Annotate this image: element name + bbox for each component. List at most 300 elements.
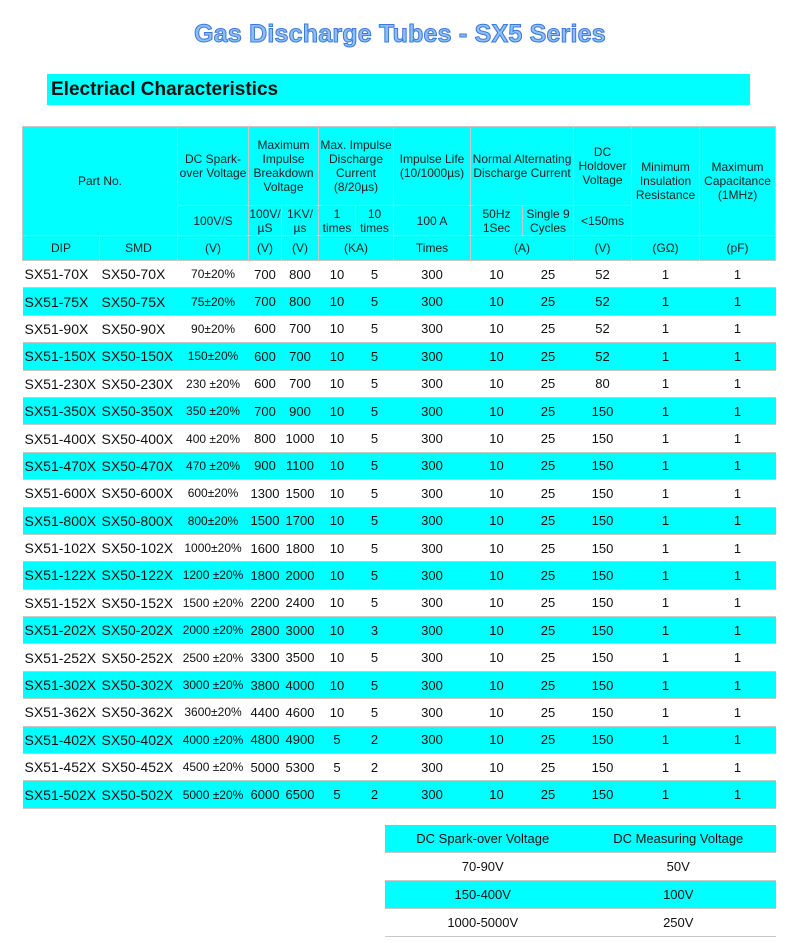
subheader-dc-10: 10 times: [356, 206, 394, 236]
cell-insulation: 1: [632, 480, 700, 507]
cell-dc-1: 10: [319, 617, 356, 644]
cell-dc-1: 10: [319, 480, 356, 507]
cell-ac-50hz: 10: [471, 726, 523, 753]
header-dc-measuring-voltage: DC Measuring Voltage: [581, 825, 777, 853]
cell-holdover: 150: [574, 671, 632, 698]
cell-ac-50hz: 10: [471, 370, 523, 397]
cell-dc-1: 10: [319, 343, 356, 370]
section-title: Electriacl Characteristics: [51, 79, 279, 100]
cell-bd-100: 1800: [249, 562, 282, 589]
cell-insulation: 1: [632, 726, 700, 753]
table-row: [23, 397, 776, 424]
cell-dip: SX51-252X: [23, 644, 100, 671]
table-row: [23, 699, 776, 726]
cell-ac-single: 25: [523, 726, 574, 753]
cell-dc-10: 5: [356, 699, 394, 726]
cell-bd-1k: 700: [282, 370, 319, 397]
cell-capacitance: 1: [700, 425, 776, 452]
cell-holdover: 150: [574, 507, 632, 534]
cell-measuring-voltage: 100V: [581, 881, 777, 909]
table-row: [23, 617, 776, 644]
table-row: [23, 261, 776, 288]
cell-insulation: 1: [632, 288, 700, 315]
cell-smd: SX50-230X: [100, 370, 178, 397]
table-row: [23, 644, 776, 671]
cell-capacitance: 1: [700, 370, 776, 397]
header-impulse-discharge: Max. Impulse Discharge Current (8/20µs): [319, 127, 394, 206]
cell-life: 300: [394, 726, 471, 753]
cell-ac-50hz: 10: [471, 644, 523, 671]
cell-bd-1k: 1800: [282, 534, 319, 561]
cell-ac-single: 25: [523, 343, 574, 370]
unit-holdover: (V): [574, 236, 632, 261]
cell-insulation: 1: [632, 617, 700, 644]
cell-ac-50hz: 10: [471, 288, 523, 315]
cell-ac-single: 25: [523, 699, 574, 726]
cell-dc-10: 5: [356, 315, 394, 342]
cell-life: 300: [394, 288, 471, 315]
cell-ac-single: 25: [523, 781, 574, 808]
cell-capacitance: 1: [700, 754, 776, 781]
cell-smd: SX50-122X: [100, 562, 178, 589]
header-dc-spark-over: DC Spark-over Voltage: [178, 127, 249, 206]
cell-life: 300: [394, 644, 471, 671]
cell-smd: SX50-202X: [100, 617, 178, 644]
cell-insulation: 1: [632, 589, 700, 616]
unit-life: Times: [394, 236, 471, 261]
table-row: [23, 370, 776, 397]
unit-capacitance: (pF): [700, 236, 776, 261]
cell-bd-100: 1600: [249, 534, 282, 561]
cell-dc-10: 5: [356, 288, 394, 315]
cell-dc-spark: 600±20%: [178, 480, 249, 507]
cell-smd: SX50-362X: [100, 699, 178, 726]
cell-dc-spark: 150±20%: [178, 343, 249, 370]
cell-ac-50hz: 10: [471, 480, 523, 507]
header-max-capacitance: Maximum Capacitance (1MHz): [700, 127, 776, 236]
cell-life: 300: [394, 699, 471, 726]
cell-dc-10: 5: [356, 644, 394, 671]
table-row: [23, 726, 776, 753]
cell-life: 300: [394, 781, 471, 808]
cell-bd-1k: 2400: [282, 589, 319, 616]
cell-dc-1: 10: [319, 370, 356, 397]
cell-holdover: 150: [574, 452, 632, 479]
cell-dc-1: 10: [319, 589, 356, 616]
cell-dc-spark: 800±20%: [178, 507, 249, 534]
cell-dip: SX51-75X: [23, 288, 100, 315]
cell-dip: SX51-502X: [23, 781, 100, 808]
table-row: [385, 853, 776, 881]
table-row: [23, 781, 776, 808]
cell-life: 300: [394, 754, 471, 781]
cell-dc-10: 5: [356, 261, 394, 288]
cell-bd-1k: 1700: [282, 507, 319, 534]
cell-ac-single: 25: [523, 452, 574, 479]
cell-dip: SX51-202X: [23, 617, 100, 644]
cell-ac-single: 25: [523, 671, 574, 698]
cell-ac-single: 25: [523, 589, 574, 616]
table-row: [23, 671, 776, 698]
cell-bd-1k: 6500: [282, 781, 319, 808]
cell-dip: SX51-600X: [23, 480, 100, 507]
cell-smd: SX50-302X: [100, 671, 178, 698]
cell-dc-1: 5: [319, 754, 356, 781]
cell-capacitance: 1: [700, 671, 776, 698]
cell-ac-single: 25: [523, 754, 574, 781]
cell-dc-10: 5: [356, 589, 394, 616]
cell-life: 300: [394, 589, 471, 616]
table-row: [23, 480, 776, 507]
cell-bd-100: 4800: [249, 726, 282, 753]
cell-ac-single: 25: [523, 370, 574, 397]
cell-dc-10: 3: [356, 617, 394, 644]
cell-dc-10: 5: [356, 562, 394, 589]
cell-bd-100: 600: [249, 315, 282, 342]
cell-holdover: 52: [574, 261, 632, 288]
table-row: [23, 315, 776, 342]
cell-bd-1k: 1500: [282, 480, 319, 507]
cell-dip: SX51-452X: [23, 754, 100, 781]
cell-smd: SX50-402X: [100, 726, 178, 753]
cell-capacitance: 1: [700, 507, 776, 534]
cell-ac-50hz: 10: [471, 562, 523, 589]
cell-capacitance: 1: [700, 781, 776, 808]
electrical-characteristics-table: [22, 126, 776, 809]
cell-bd-100: 800: [249, 425, 282, 452]
cell-holdover: 150: [574, 480, 632, 507]
cell-bd-1k: 3500: [282, 644, 319, 671]
cell-dc-10: 5: [356, 534, 394, 561]
unit-bd-1k: (V): [282, 236, 319, 261]
cell-ac-50hz: 10: [471, 507, 523, 534]
cell-life: 300: [394, 617, 471, 644]
cell-holdover: 52: [574, 288, 632, 315]
header-part-no: Part No.: [23, 127, 178, 236]
cell-insulation: 1: [632, 671, 700, 698]
cell-dc-10: 5: [356, 671, 394, 698]
cell-dc-10: 5: [356, 370, 394, 397]
page-title: Gas Discharge Tubes - SX5 Series: [194, 20, 606, 48]
cell-bd-100: 600: [249, 370, 282, 397]
unit-smd: SMD: [100, 236, 178, 261]
cell-ac-single: 25: [523, 480, 574, 507]
cell-holdover: 150: [574, 699, 632, 726]
cell-ac-single: 25: [523, 261, 574, 288]
cell-dc-1: 10: [319, 671, 356, 698]
cell-holdover: 150: [574, 781, 632, 808]
cell-insulation: 1: [632, 754, 700, 781]
cell-dc-10: 5: [356, 397, 394, 424]
cell-life: 300: [394, 534, 471, 561]
cell-insulation: 1: [632, 781, 700, 808]
cell-dc-1: 10: [319, 452, 356, 479]
cell-smd: SX50-252X: [100, 644, 178, 671]
cell-dc-spark: 1200 ±20%: [178, 562, 249, 589]
header-dc-holdover: DC Holdover Voltage: [574, 127, 632, 206]
cell-capacitance: 1: [700, 617, 776, 644]
cell-dc-10: 2: [356, 754, 394, 781]
cell-dip: SX51-800X: [23, 507, 100, 534]
unit-ac: (A): [471, 236, 574, 261]
cell-measuring-voltage: 50V: [581, 853, 777, 881]
cell-insulation: 1: [632, 534, 700, 561]
cell-dc-spark: 4000 ±20%: [178, 726, 249, 753]
cell-dc-spark: 75±20%: [178, 288, 249, 315]
cell-spark-over-range: 150-400V: [385, 881, 581, 909]
cell-bd-100: 6000: [249, 781, 282, 808]
cell-bd-100: 4400: [249, 699, 282, 726]
cell-capacitance: 1: [700, 288, 776, 315]
header-dc-spark-over-voltage: DC Spark-over Voltage: [385, 825, 581, 853]
subheader-dc-spark: 100V/S: [178, 206, 249, 236]
cell-bd-100: 700: [249, 288, 282, 315]
cell-ac-single: 25: [523, 315, 574, 342]
cell-bd-100: 2200: [249, 589, 282, 616]
cell-capacitance: 1: [700, 589, 776, 616]
cell-dip: SX51-470X: [23, 452, 100, 479]
cell-dc-10: 5: [356, 452, 394, 479]
cell-holdover: 80: [574, 370, 632, 397]
cell-bd-100: 1300: [249, 480, 282, 507]
cell-capacitance: 1: [700, 562, 776, 589]
table-row: [23, 425, 776, 452]
cell-bd-1k: 1000: [282, 425, 319, 452]
cell-bd-1k: 4900: [282, 726, 319, 753]
cell-holdover: 150: [574, 754, 632, 781]
cell-bd-1k: 4000: [282, 671, 319, 698]
cell-bd-100: 900: [249, 452, 282, 479]
cell-ac-single: 25: [523, 288, 574, 315]
cell-life: 300: [394, 507, 471, 534]
cell-dc-spark: 70±20%: [178, 261, 249, 288]
cell-holdover: 150: [574, 589, 632, 616]
cell-dip: SX51-230X: [23, 370, 100, 397]
cell-ac-50hz: 10: [471, 781, 523, 808]
cell-dc-10: 5: [356, 507, 394, 534]
cell-life: 300: [394, 397, 471, 424]
cell-holdover: 150: [574, 562, 632, 589]
cell-capacitance: 1: [700, 315, 776, 342]
cell-ac-50hz: 10: [471, 671, 523, 698]
cell-capacitance: 1: [700, 534, 776, 561]
cell-capacitance: 1: [700, 452, 776, 479]
cell-insulation: 1: [632, 343, 700, 370]
cell-ac-single: 25: [523, 562, 574, 589]
cell-dc-1: 5: [319, 726, 356, 753]
cell-dc-spark: 230 ±20%: [178, 370, 249, 397]
cell-bd-1k: 800: [282, 261, 319, 288]
subheader-ac-50hz: 50Hz 1Sec: [471, 206, 523, 236]
cell-ac-50hz: 10: [471, 261, 523, 288]
cell-capacitance: 1: [700, 261, 776, 288]
cell-holdover: 52: [574, 343, 632, 370]
cell-ac-single: 25: [523, 425, 574, 452]
cell-ac-single: 25: [523, 644, 574, 671]
cell-bd-1k: 700: [282, 315, 319, 342]
table-row: [23, 534, 776, 561]
cell-dc-spark: 3000 ±20%: [178, 671, 249, 698]
cell-bd-100: 700: [249, 261, 282, 288]
cell-smd: SX50-452X: [100, 754, 178, 781]
cell-dc-10: 2: [356, 781, 394, 808]
cell-smd: SX50-75X: [100, 288, 178, 315]
cell-bd-1k: 900: [282, 397, 319, 424]
cell-dc-spark: 5000 ±20%: [178, 781, 249, 808]
cell-bd-1k: 1100: [282, 452, 319, 479]
cell-bd-100: 3800: [249, 671, 282, 698]
table-row: [23, 507, 776, 534]
cell-holdover: 52: [574, 315, 632, 342]
cell-smd: SX50-70X: [100, 261, 178, 288]
cell-bd-100: 1500: [249, 507, 282, 534]
cell-ac-50hz: 10: [471, 315, 523, 342]
cell-life: 300: [394, 671, 471, 698]
cell-dip: SX51-400X: [23, 425, 100, 452]
cell-dc-1: 10: [319, 507, 356, 534]
cell-dc-spark: 4500 ±20%: [178, 754, 249, 781]
cell-smd: SX50-152X: [100, 589, 178, 616]
cell-dc-1: 10: [319, 699, 356, 726]
cell-ac-50hz: 10: [471, 397, 523, 424]
cell-insulation: 1: [632, 452, 700, 479]
cell-dc-10: 5: [356, 425, 394, 452]
cell-ac-50hz: 10: [471, 699, 523, 726]
cell-smd: SX50-470X: [100, 452, 178, 479]
cell-insulation: 1: [632, 315, 700, 342]
cell-ac-50hz: 10: [471, 452, 523, 479]
cell-measuring-voltage: 250V: [581, 909, 777, 937]
cell-ac-50hz: 10: [471, 534, 523, 561]
cell-insulation: 1: [632, 699, 700, 726]
cell-bd-100: 5000: [249, 754, 282, 781]
cell-ac-single: 25: [523, 534, 574, 561]
cell-capacitance: 1: [700, 726, 776, 753]
cell-dip: SX51-302X: [23, 671, 100, 698]
subheader-bd-100: 100V/ µS: [249, 206, 281, 235]
cell-smd: SX50-400X: [100, 425, 178, 452]
table-row: [385, 881, 776, 909]
cell-bd-100: 700: [249, 397, 282, 424]
cell-dc-1: 10: [319, 397, 356, 424]
cell-life: 300: [394, 425, 471, 452]
cell-dc-1: 10: [319, 288, 356, 315]
cell-smd: SX50-102X: [100, 534, 178, 561]
cell-smd: SX50-502X: [100, 781, 178, 808]
table-row: [23, 343, 776, 370]
cell-spark-over-range: 70-90V: [385, 853, 581, 881]
cell-dc-1: 10: [319, 644, 356, 671]
cell-dc-spark: 1000±20%: [178, 534, 249, 561]
cell-life: 300: [394, 562, 471, 589]
cell-insulation: 1: [632, 397, 700, 424]
cell-insulation: 1: [632, 370, 700, 397]
cell-dip: SX51-70X: [23, 261, 100, 288]
cell-smd: SX50-350X: [100, 397, 178, 424]
header-min-insulation: Minimum Insulation Resistance: [632, 127, 700, 236]
cell-holdover: 150: [574, 425, 632, 452]
cell-ac-single: 25: [523, 397, 574, 424]
cell-bd-100: 3300: [249, 644, 282, 671]
cell-dc-1: 10: [319, 315, 356, 342]
cell-life: 300: [394, 261, 471, 288]
table-row: [23, 452, 776, 479]
subheader-dc-1: 1 times: [319, 206, 356, 236]
cell-dc-1: 10: [319, 425, 356, 452]
subheader-holdover: <150ms: [574, 206, 632, 236]
cell-holdover: 150: [574, 726, 632, 753]
cell-ac-50hz: 10: [471, 589, 523, 616]
cell-bd-100: 2800: [249, 617, 282, 644]
cell-smd: SX50-90X: [100, 315, 178, 342]
cell-bd-1k: 3000: [282, 617, 319, 644]
table-row: [23, 754, 776, 781]
cell-dc-10: 5: [356, 343, 394, 370]
subheader-bd-1k: 1KV/ µs: [282, 206, 319, 236]
unit-insulation: (GΩ): [632, 236, 700, 261]
cell-dip: SX51-362X: [23, 699, 100, 726]
cell-spark-over-range: 1000-5000V: [385, 909, 581, 937]
cell-dip: SX51-402X: [23, 726, 100, 753]
cell-life: 300: [394, 452, 471, 479]
cell-smd: SX50-800X: [100, 507, 178, 534]
header-impulse-life: Impulse Life (10/1000µs): [394, 127, 471, 206]
table-row: [23, 288, 776, 315]
cell-capacitance: 1: [700, 699, 776, 726]
subheader-ac-single: Single 9 Cycles: [523, 206, 574, 236]
cell-capacitance: 1: [700, 343, 776, 370]
cell-dc-spark: 2500 ±20%: [178, 644, 249, 671]
cell-dc-spark: 3600±20%: [178, 699, 249, 726]
cell-dc-spark: 400 ±20%: [178, 425, 249, 452]
section-header: [47, 74, 750, 105]
subheader-life: 100 A: [394, 206, 471, 236]
cell-holdover: 150: [574, 397, 632, 424]
cell-bd-100: 600: [249, 343, 282, 370]
cell-dc-1: 10: [319, 562, 356, 589]
cell-dip: SX51-150X: [23, 343, 100, 370]
cell-ac-50hz: 10: [471, 343, 523, 370]
cell-bd-1k: 4600: [282, 699, 319, 726]
header-impulse-breakdown: Maximum Impulse Breakdown Voltage: [249, 127, 319, 206]
cell-capacitance: 1: [700, 397, 776, 424]
cell-bd-1k: 800: [282, 288, 319, 315]
cell-life: 300: [394, 480, 471, 507]
cell-ac-50hz: 10: [471, 425, 523, 452]
cell-dc-spark: 1500 ±20%: [178, 589, 249, 616]
table-row: [23, 589, 776, 616]
cell-dc-1: 10: [319, 534, 356, 561]
cell-dc-1: 5: [319, 781, 356, 808]
cell-dip: SX51-90X: [23, 315, 100, 342]
cell-dc-spark: 350 ±20%: [178, 397, 249, 424]
cell-holdover: 150: [574, 534, 632, 561]
measuring-voltage-table: [385, 825, 776, 937]
cell-capacitance: 1: [700, 644, 776, 671]
cell-bd-1k: 700: [282, 343, 319, 370]
cell-insulation: 1: [632, 507, 700, 534]
cell-dip: SX51-102X: [23, 534, 100, 561]
cell-dc-spark: 2000 ±20%: [178, 617, 249, 644]
cell-holdover: 150: [574, 644, 632, 671]
cell-bd-1k: 5300: [282, 754, 319, 781]
cell-ac-single: 25: [523, 617, 574, 644]
cell-dc-10: 2: [356, 726, 394, 753]
cell-ac-50hz: 10: [471, 617, 523, 644]
cell-insulation: 1: [632, 425, 700, 452]
cell-ac-50hz: 10: [471, 754, 523, 781]
cell-life: 300: [394, 315, 471, 342]
